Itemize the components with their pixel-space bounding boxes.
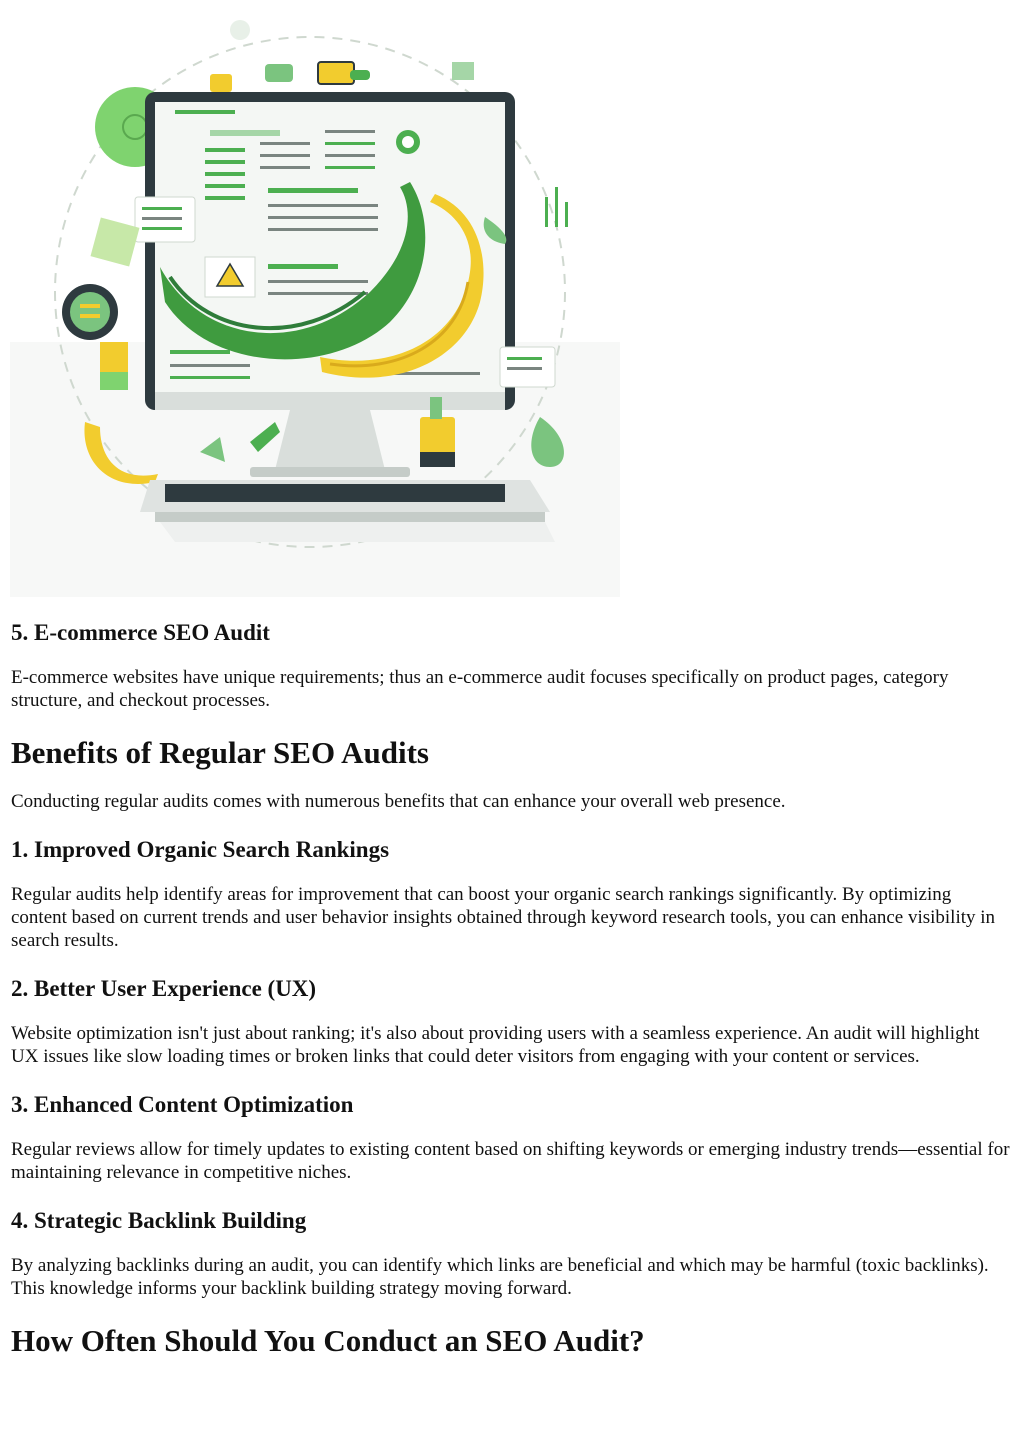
seo-audit-illustration [10, 12, 620, 597]
ecommerce-audit-paragraph: E-commerce websites have unique requirements; thus an e-commerce audit focuses specifically on product pages, category structure, and checkout processes. [11, 667, 949, 711]
benefits-intro-paragraph: Conducting regular audits comes with numerous benefits that can enhance your overall web presence. [11, 791, 786, 812]
backlink-heading: 4. Strategic Backlink Building [11, 1208, 307, 1233]
ux-heading: 2. Better User Experience (UX) [11, 976, 317, 1001]
rankings-heading: 1. Improved Organic Search Rankings [11, 837, 390, 862]
article-content [11, 618, 1011, 1361]
ux-paragraph: Website optimization isn't just about ranking; it's also about providing users with a seamless experience. An audit will highlight UX issues like slow loading times or broken links that could deter visitors from engaging with your content or services. [11, 1023, 980, 1067]
content-optimization-heading: 3. Enhanced Content Optimization [11, 1092, 354, 1117]
backlink-paragraph: By analyzing backlinks during an audit, you can identify which links are beneficial and which may be harmful (toxic backlinks). This knowledge informs your backlink building strategy moving forward. [11, 1255, 989, 1299]
audit-frequency-heading: How Often Should You Conduct an SEO Audit? [11, 1323, 645, 1358]
rankings-paragraph: Regular audits help identify areas for improvement that can boost your organic search rankings significantly. By optimizing content based on current trends and user behavior insights obtained through keyword research tools, you can enhance visibility in search results. [11, 884, 996, 951]
hero-illustration [10, 12, 620, 597]
ecommerce-audit-heading: 5. E-commerce SEO Audit [11, 620, 270, 645]
content-optimization-paragraph: Regular reviews allow for timely updates to existing content based on shifting keywords or emerging industry trends—essential for maintaining relevance in competitive niches. [11, 1139, 1010, 1183]
benefits-heading: Benefits of Regular SEO Audits [11, 735, 429, 770]
